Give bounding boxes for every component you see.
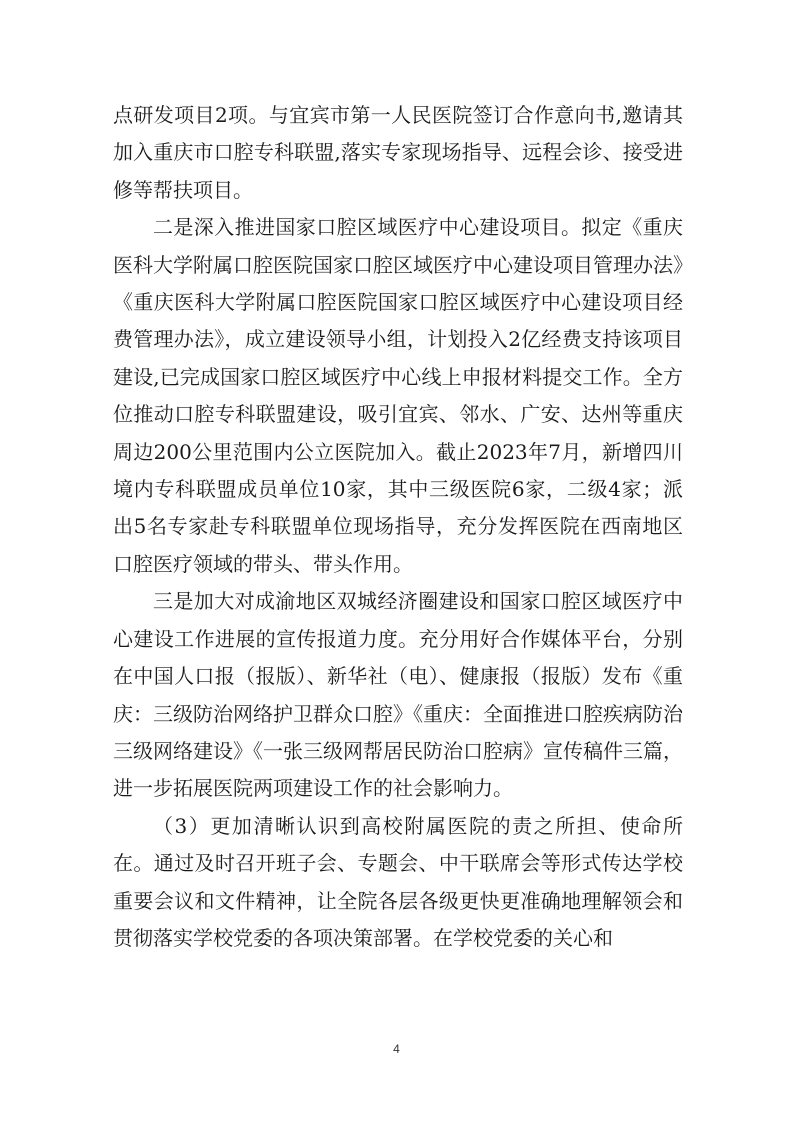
paragraph-regional-center: 二是深入推进国家口腔区域医疗中心建设项目。拟定《重庆医科大学附属口腔医院国家口腔区域医疗中心建设项目管理办法》《重庆医科大学附属口腔医院国家口腔区域医疗中心建设项目经费管理办法》，成立建设领导小组，计划投入2亿经费支持该项目建设,已完成国家口腔区域医疗中心线上申报材料提交工作。全方位推动口腔专科联盟建设，吸引宜宾、邻水、广安、达州等重庆周边200公里范围内公立医院加入。截止2023年7月，新增四川境内专科联盟成员单位10家，其中三级医院6家，二级4家；派出5名专家赴专科联盟单位现场指导，充分发挥医院在西南地区口腔医疗领域的带头、带头作用。	[113, 215, 683, 576]
paragraph-responsibility: （3）更加清晰认识到高校附属医院的责之所担、使命所在。通过及时召开班子会、专题会、中干联席会等形式传达学校重要会议和文件精神，让全院各层各级更快更准确地理解领会和贯彻落实学校党委的各项决策部署。在学校党委的关心和	[113, 813, 683, 950]
paragraph-publicity: 三是加大对成渝地区双城经济圈建设和国家口腔区域医疗中心建设工作进展的宣传报道力度。充分用好合作媒体平台，分别在中国人口报（报版）、新华社（电）、健康报（报版）发布《重庆：三级防治网络护卫群众口腔》《重庆：全面推进口腔疾病防治三级网络建设》《一张三级网帮居民防治口腔病》宣传稿件三篇，进一步拓展医院两项建设工作的社会影响力。	[113, 589, 683, 801]
page-number: 4	[393, 1042, 400, 1056]
document-body	[113, 97, 683, 957]
paragraph-continuation: 点研发项目2项。与宜宾市第一人民医院签订合作意向书,邀请其加入重庆市口腔专科联盟,落实专家现场指导、远程会诊、接受进修等帮扶项目。	[113, 103, 683, 202]
